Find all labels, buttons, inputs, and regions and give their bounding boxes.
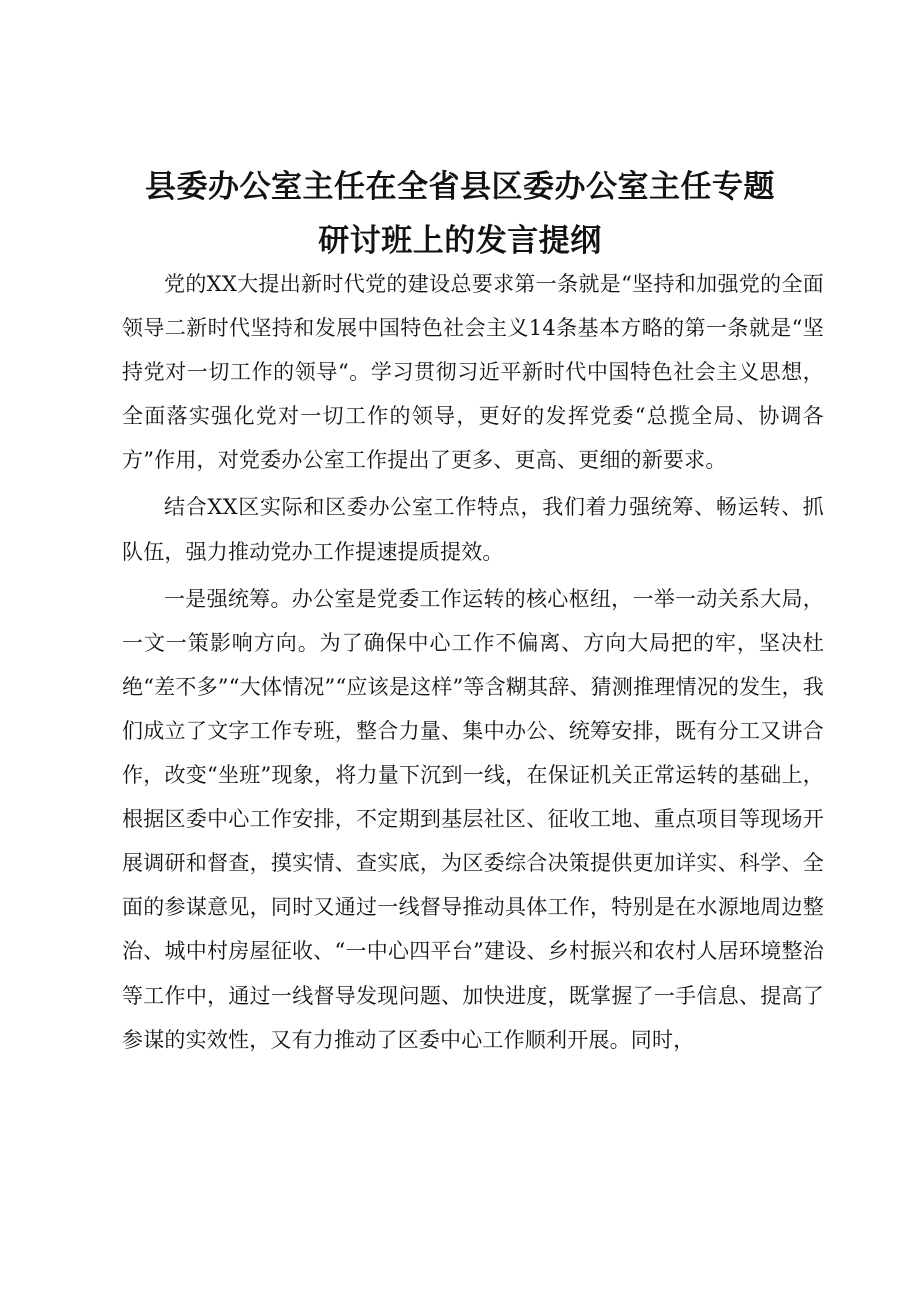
paragraph-summary: 结合XX区实际和区委办公室工作特点，我们着力强统筹、畅运转、抓队伍，强力推动党办工作提速提质提效。 [122, 495, 824, 564]
document-body [122, 262, 824, 1062]
document-title-line-2: 研讨班上的发言提纲 [318, 223, 602, 259]
paragraph-strengthen-coordination: 一是强统筹。办公室是党委工作运转的核心枢纽，一举一动关系大局，一文一策影响方向。为了确保中心工作不偏离、方向大局把的牢，坚决杜绝“差不多”“大体情况”“应该是这样”等含糊其辞、猜测推理情况的发生，我们成立了文字工作专班，整合力量、集中办公、统筹安排，既有分工又讲合作，改变“坐班”现象，将力量下沉到一线，在保证机关正常运转的基础上，根据区委中心工作安排，不定期到基层社区、征收工地、重点项目等现场开展调研和督查，摸实情、查实底，为区委综合决策提供更加详实、科学、全面的参谋意见，同时又通过一线督导推动具体工作，特别是在水源地周边整治、城中村房屋征收、“一中心四平台”建设、乡村振兴和农村人居环境整治等工作中，通过一线督导发现问题、加快进度，既掌握了一手信息、提高了参谋的实效性，又有力推动了区委中心工作顺利开展。同时， [122, 586, 824, 1052]
document-title-line-1: 县委办公室主任在全省县区委办公室主任专题 [145, 169, 775, 205]
paragraph-intro: 党的XX大提出新时代党的建设总要求第一条就是“坚持和加强党的全面领导二新时代坚持和发展中国特色社会主义14条基本方略的第一条就是“坚持党对一切工作的领导“。学习贯彻习近平新时代中国特色社会主义思想，全面落实强化党对一切工作的领导，更好的发挥党委“总揽全局、协调各方”作用，对党委办公室工作提出了更多、更高、更细的新要求。 [122, 272, 824, 473]
